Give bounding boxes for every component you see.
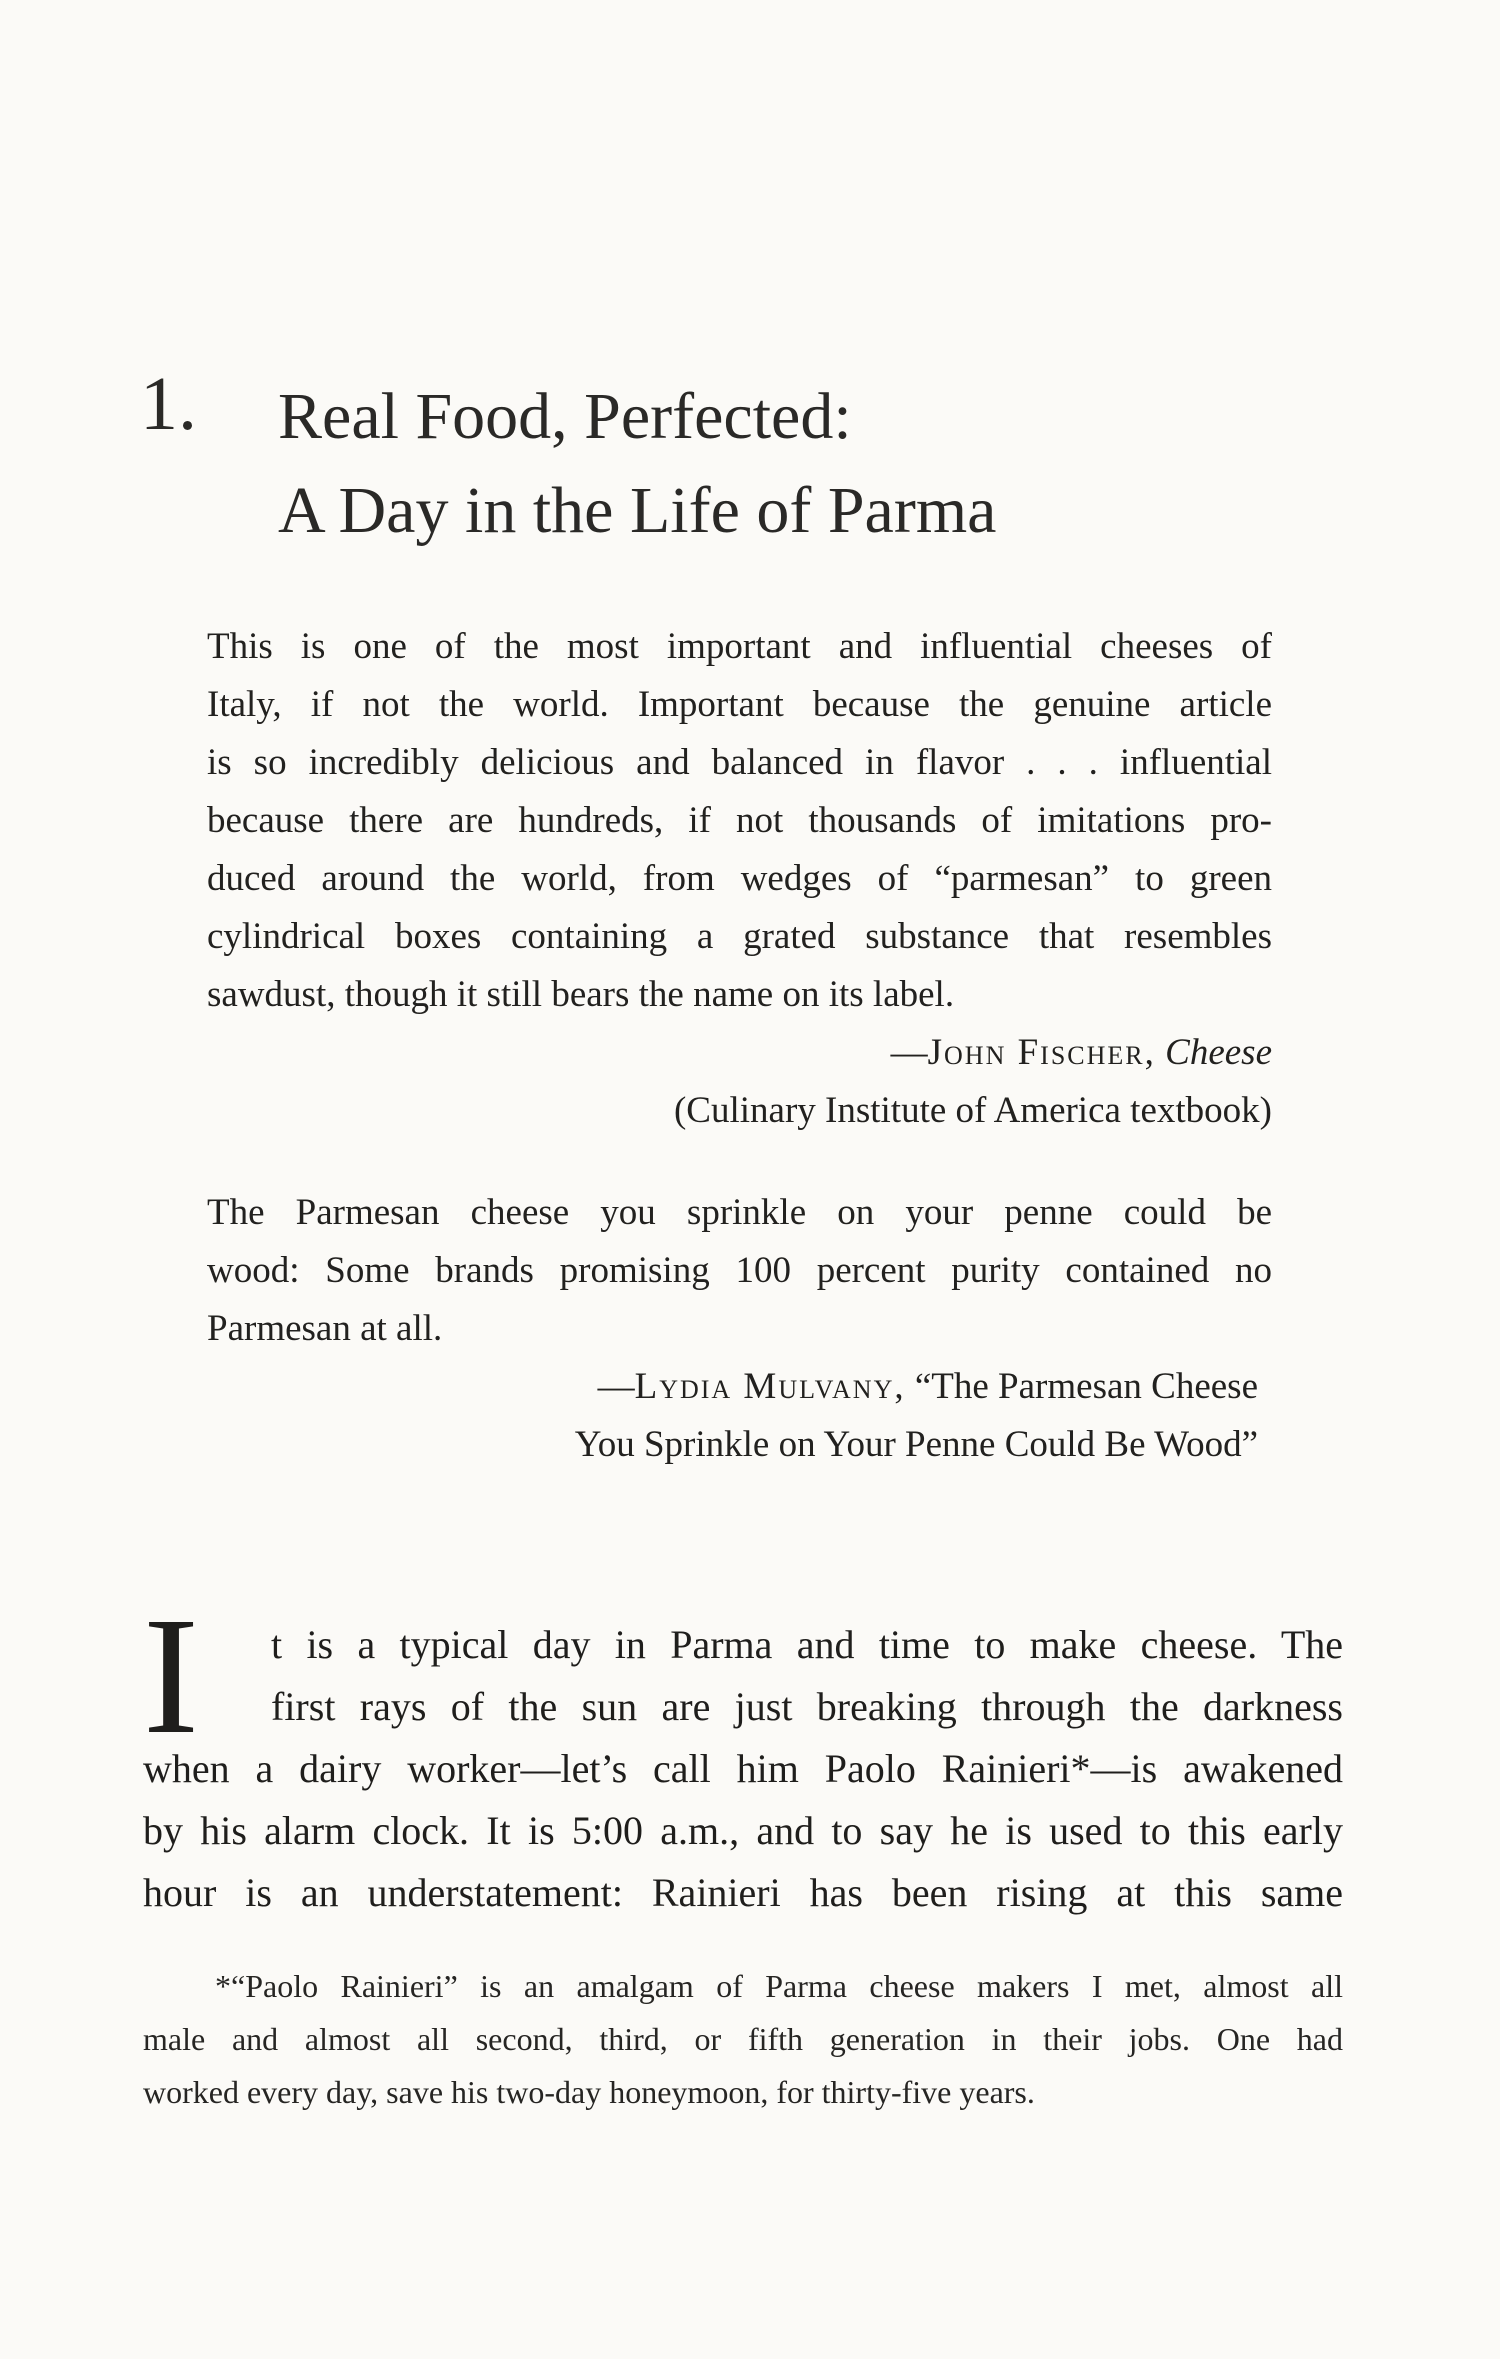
epigraph-line: wood: Some brands promising 100 percent purity contained no [207, 1250, 1272, 1291]
footnote [143, 1960, 1343, 2119]
epigraph-attribution [207, 1358, 1272, 1474]
body-line: first rays of the sun are just breaking through the darkness [271, 1684, 1343, 1729]
epigraph-quote [207, 618, 1272, 1024]
footnote-line: *“Paolo Rainieri” is an amalgam of Parma cheese makers I met, almost all [215, 1968, 1343, 2004]
epigraph-line: sawdust, though it still bears the name on its label. [207, 974, 955, 1015]
epigraph-line: Parmesan at all. [207, 1308, 443, 1349]
attribution-line-2: You Sprinkle on Your Penne Could Be Wood” [574, 1424, 1258, 1465]
attribution-line-2: (Culinary Institute of America textbook) [673, 1090, 1272, 1131]
epigraph-quote [207, 1184, 1272, 1358]
body-line: hour is an understatement: Rainieri has been rising at this same [143, 1870, 1343, 1915]
footnote-line: worked every day, save his two-day honeymoon, for thirty-five years. [143, 2074, 1035, 2110]
attribution-dash: — [890, 1032, 928, 1073]
epigraph-fischer [207, 618, 1272, 1140]
attribution-author: John Fischer, [927, 1032, 1156, 1073]
epigraph-line: because there are hundreds, if not thousands of imitations pro- [207, 800, 1272, 841]
chapter-title-line-2: A Day in the Life of Parma [278, 474, 997, 547]
epigraph-line: The Parmesan cheese you sprinkle on your penne could be [207, 1192, 1272, 1233]
attribution-work: Cheese [1165, 1032, 1272, 1073]
epigraph-attribution [207, 1024, 1272, 1140]
epigraph-mulvany [207, 1184, 1272, 1474]
epigraph-line: is so incredibly delicious and balanced in flavor . . . influential [207, 742, 1272, 783]
chapter-title [278, 370, 996, 558]
footnote-line: male and almost all second, third, or fifth generation in their jobs. One had [143, 2021, 1343, 2057]
epigraph-line: This is one of the most important and influential cheeses of [207, 626, 1272, 667]
body-line: when a dairy worker—let’s call him Paolo Rainieri*—is awakened [143, 1746, 1343, 1791]
attribution-dash: — [597, 1366, 635, 1407]
attribution-line-1 [207, 1024, 1272, 1082]
body-line: t is a typical day in Parma and time to make cheese. The [271, 1622, 1343, 1667]
attribution-author: Lydia Mulvany, [634, 1366, 906, 1407]
chapter-number: 1. [140, 362, 197, 446]
body-paragraph [143, 1614, 1343, 1924]
attribution-line-1 [207, 1358, 1258, 1416]
chapter-title-line-1: Real Food, Perfected: [278, 380, 852, 453]
drop-cap: I [143, 1583, 199, 1769]
epigraph-line: Italy, if not the world. Important because the genuine article [207, 684, 1272, 725]
attribution-title: “The Parmesan Cheese [914, 1366, 1258, 1407]
body-line: by his alarm clock. It is 5:00 a.m., and to say he is used to this early [143, 1808, 1343, 1853]
epigraph-line: cylindrical boxes containing a grated substance that resembles [207, 916, 1272, 957]
epigraph-line: duced around the world, from wedges of “parmesan” to green [207, 858, 1272, 899]
